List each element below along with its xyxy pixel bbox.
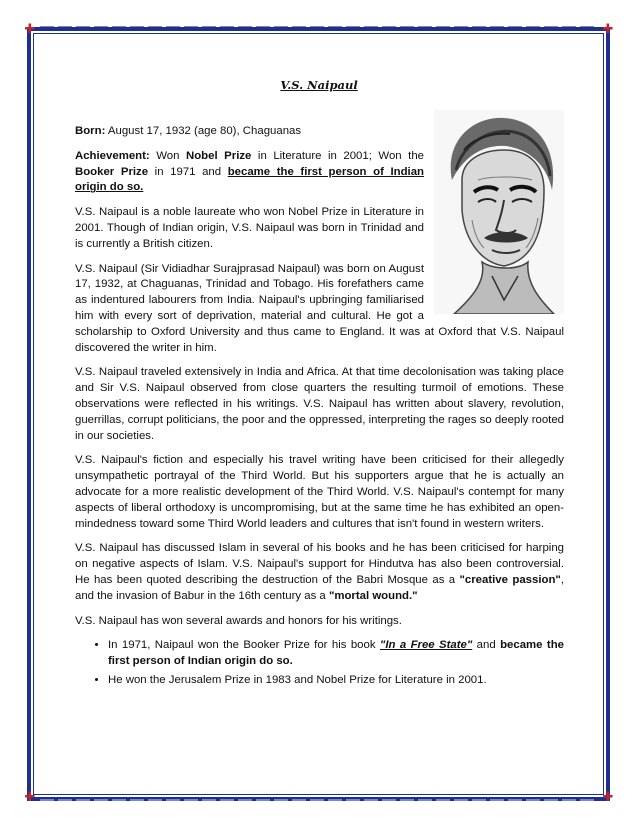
corner-ornament-icon: ✚ — [24, 790, 36, 805]
corner-ornament-icon: ✚ — [602, 22, 614, 37]
page-border-dashes-bottom — [40, 799, 598, 801]
page-title: V.S. Naipaul — [280, 78, 358, 92]
awards-list — [75, 638, 564, 688]
born-line: Born: August 17, 1932 (age 80), Chaguanas — [75, 125, 302, 137]
paragraph-intro: V.S. Naipaul is a noble laureate who won Nobel Prize in Literature in 2001. Though of Indian origin, V.S. Naipaul was born in Trinidad and is currently a British citizen. — [75, 206, 424, 250]
article-body — [75, 124, 564, 692]
paragraph-criticism: V.S. Naipaul's fiction and especially his travel writing have been criticised for their allegedly unsympathetic portrayal of the Third World. But his supporters argue that he is actually an advocate for a more realistic development of the Third World. V.S. Naipaul's contempt for many aspects of liberal orthodoxy is uncompromising, but at the same time he has exhibited an open-mindedness toward some Third World leaders and cultures that isn't found in western writers. — [75, 454, 564, 530]
list-item: • In 1971, Naipaul won the Booker Prize for his book "In a Free State" and became the first person of Indian origin do so. — [108, 638, 564, 670]
achievement-line: Achievement: Won Nobel Prize in Literature in 2001; Won the Booker Prize in 1971 and became the first person of Indian origin do so. — [75, 149, 425, 194]
portrait-sketch-icon — [434, 110, 564, 314]
paragraph-awards: V.S. Naipaul has won several awards and honors for his writings. — [75, 614, 402, 627]
paragraph-travels: V.S. Naipaul traveled extensively in India and Africa. At that time decolonisation was taking place and Sir V.S. Naipaul observed from close quarters the resulting turmoil of emotions. These observations were reflected in his writings. V.S. Naipaul has written about slavery, revolution, guerrillas, corrupt politicians, the poor and the oppressed, interpreting the rages so deeply rooted in our societies. — [75, 366, 564, 442]
corner-ornament-icon: ✚ — [602, 790, 614, 805]
paragraph-early-life: V.S. Naipaul (Sir Vidiadhar Surajprasad Naipaul) was born on August 17, 1932, at Chaguanas, Trinidad and Tobago. His forefathers came as indentured labourers from India. Naipaul's upbringing familiarised him with every sort of deprivation, material and cultural. He got a scholarship to Oxford University and thus came to England. It was at Oxford that V.S. Naipaul discovered the writer in him. — [75, 262, 564, 354]
portrait-image — [434, 110, 564, 314]
corner-ornament-icon: ✚ — [24, 22, 36, 37]
list-item: • He won the Jerusalem Prize in 1983 and Nobel Prize for Literature in 2001. — [108, 673, 564, 689]
paragraph-islam: V.S. Naipaul has discussed Islam in several of his books and he has been criticised for harping on negative aspects of Islam. V.S. Naipaul's support for Hindutva has also been controversial. He has been quoted describing the destruction of the Babri Mosque as a "creative passion", and the invasion of Babur in the 16th century as a "mortal wound." — [75, 542, 564, 602]
